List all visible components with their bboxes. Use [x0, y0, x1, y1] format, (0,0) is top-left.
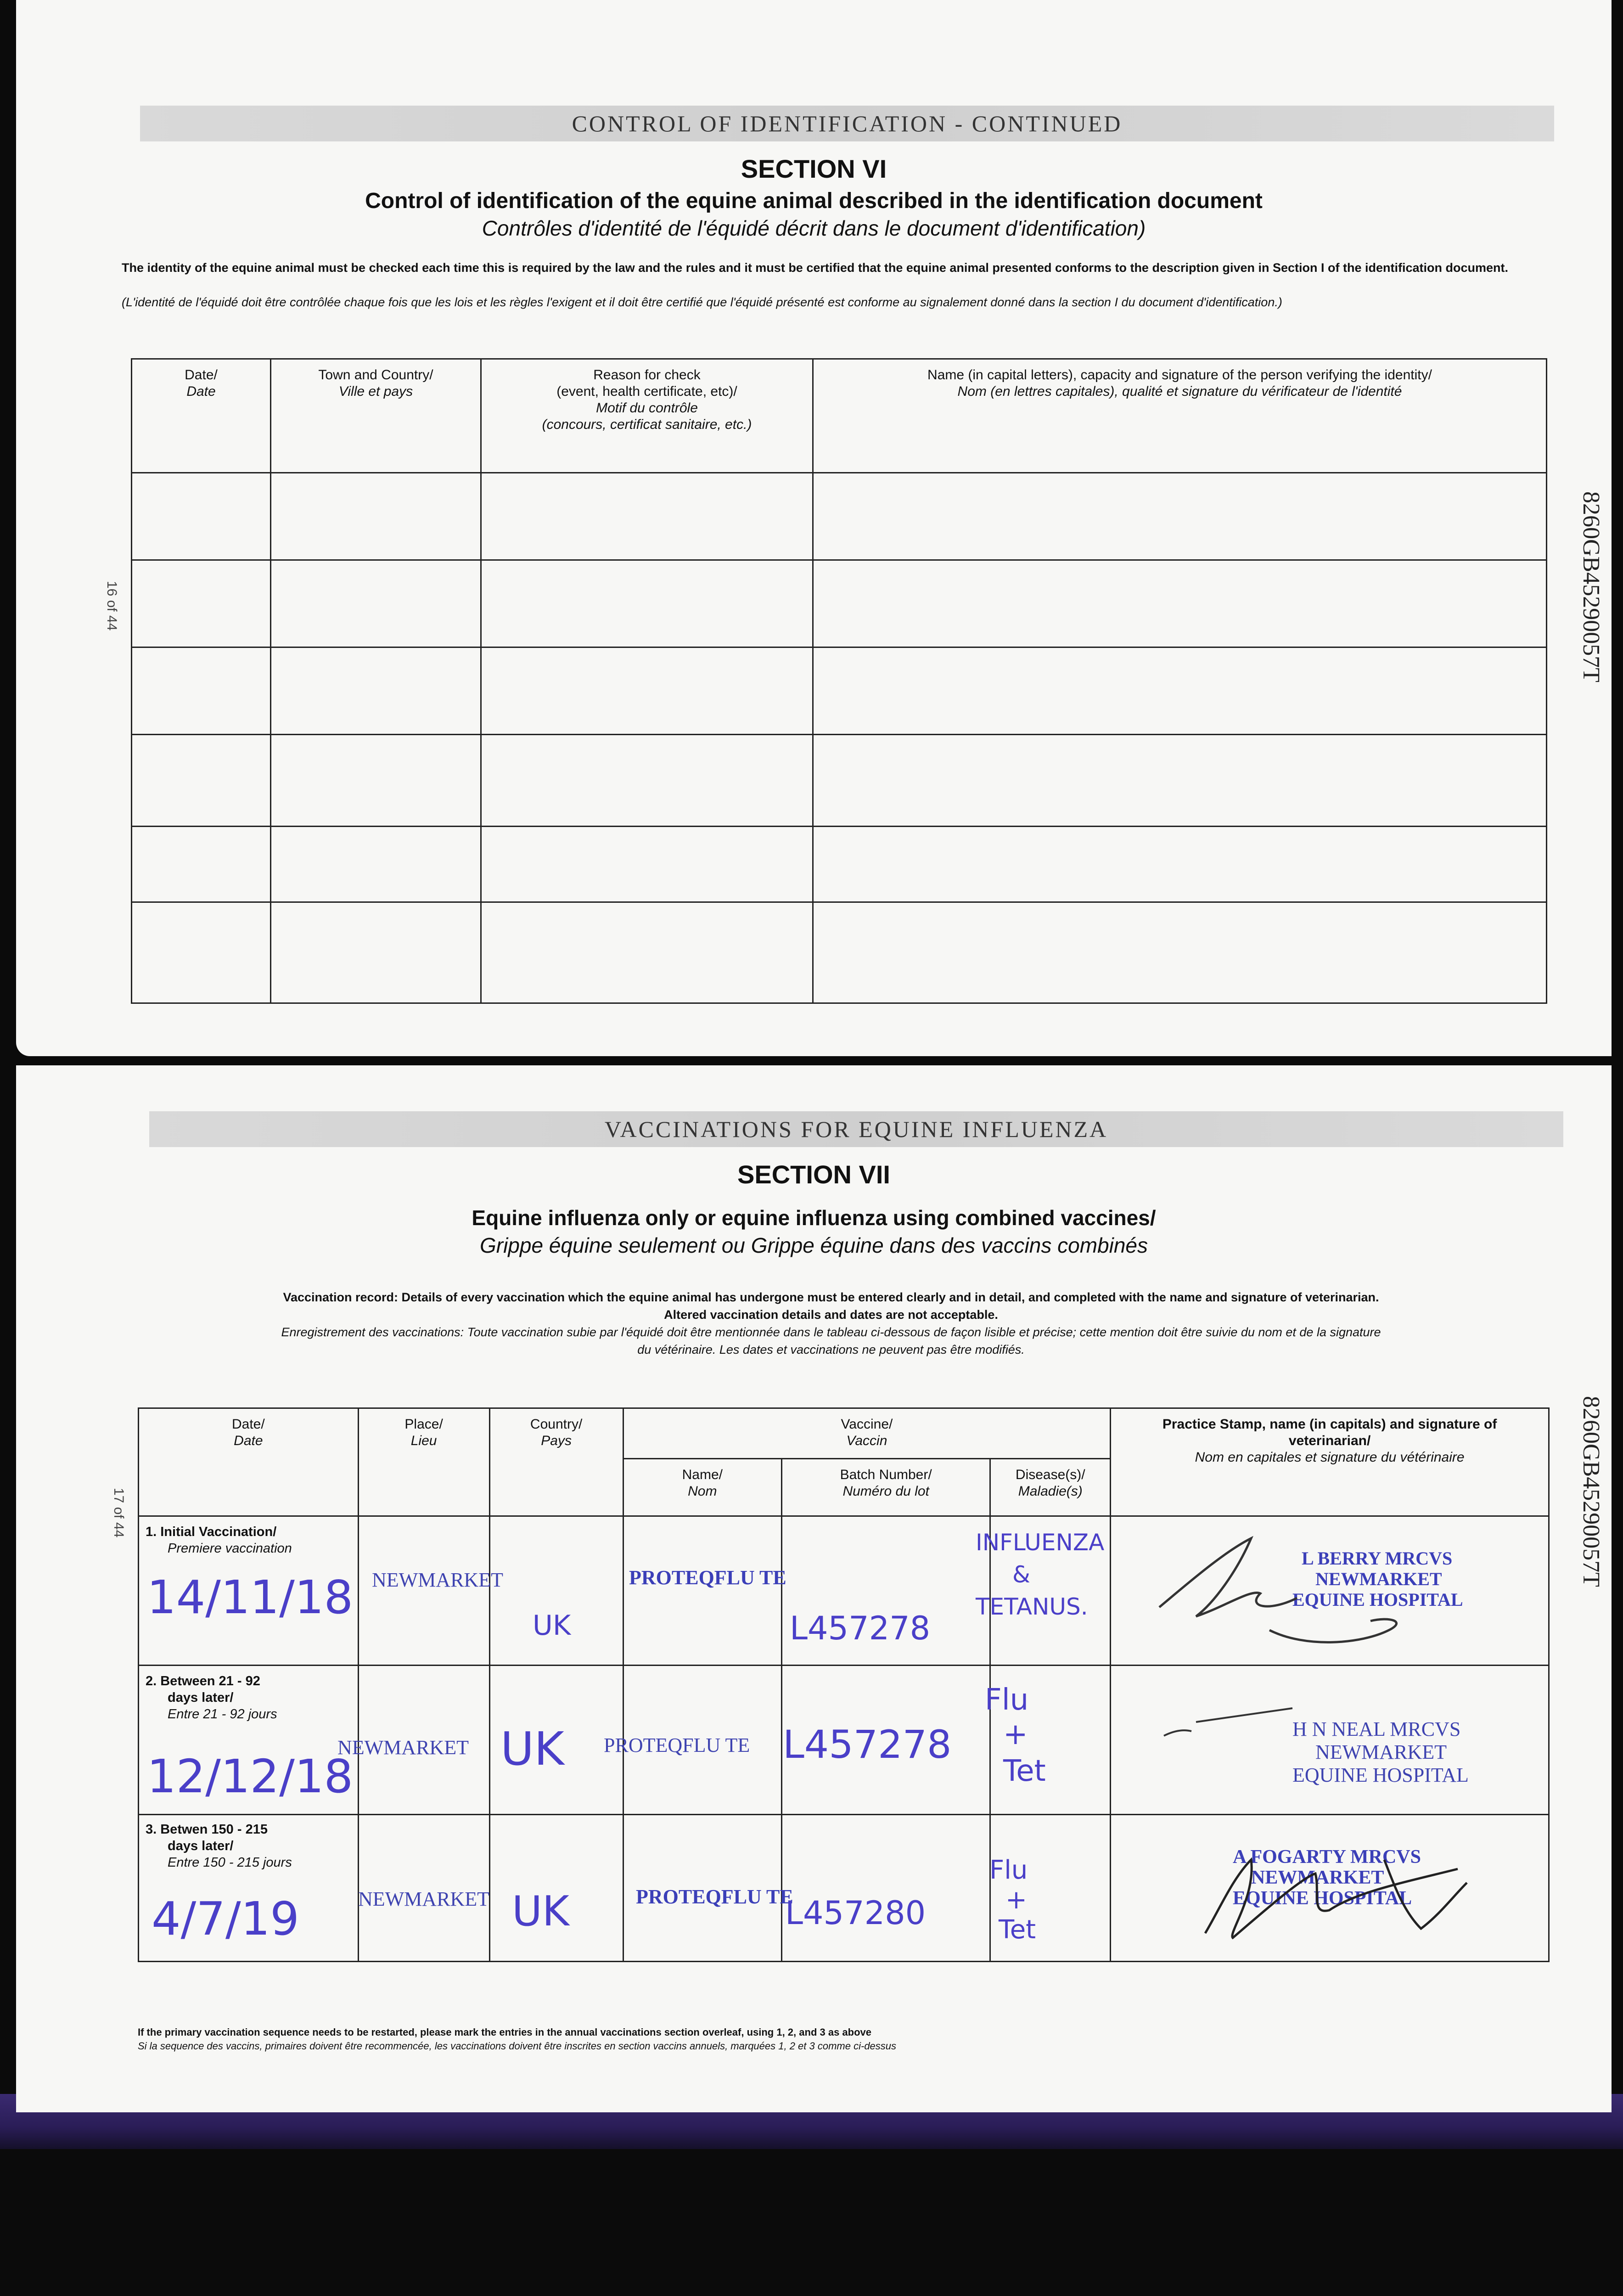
table-row — [132, 560, 1547, 647]
row-3-stamp-1: A FOGARTY MRCVS — [1233, 1846, 1421, 1868]
table-row — [132, 735, 1547, 827]
row-3-country: UK — [512, 1887, 569, 1936]
page-number: 16 of 44 — [104, 581, 119, 631]
heading-en: Equine influenza only or equine influenza using combined vaccines/ — [472, 1206, 1156, 1230]
row-1-country: UK — [533, 1609, 571, 1642]
record-fr-2: du vétérinaire. Les dates et vaccinations ne peuvent pas être modifiés. — [637, 1343, 1025, 1356]
row-2-label: 2. Between 21 - 92 — [146, 1674, 260, 1688]
row-3-stamp-3: EQUINE HOSPITAL — [1233, 1888, 1412, 1909]
row-1-stamp-2: NEWMARKET — [1315, 1569, 1442, 1589]
section-banner: CONTROL OF IDENTIFICATION - CONTINUED — [140, 106, 1554, 141]
row-2-label-fr: Entre 21 - 92 jours — [168, 1707, 277, 1722]
row-2-place: NEWMARKET — [337, 1736, 469, 1759]
record-en-2: Altered vaccination details and dates are not acceptable. — [664, 1308, 998, 1322]
row-3-label: 3. Betwen 150 - 215 — [146, 1822, 268, 1837]
row-2-stamp-1: H N NEAL MRCVS — [1292, 1718, 1461, 1740]
row-1-stamp-1: L BERRY MRCVS — [1302, 1548, 1453, 1569]
row-1-vaccine: PROTEQFLU TE — [629, 1566, 786, 1589]
top-page — [16, 0, 1612, 1056]
row-1-label: 1. Initial Vaccination/ — [146, 1525, 277, 1539]
row-1-disease-2: & — [1012, 1561, 1030, 1588]
row-1-label-fr: Premiere vaccination — [168, 1541, 292, 1556]
row-1-disease-1: INFLUENZA — [976, 1529, 1105, 1556]
table-row — [132, 473, 1547, 560]
row-2-country: UK — [500, 1722, 564, 1776]
header-vaccine-name: Name/ Nom — [623, 1459, 781, 1516]
row-2-disease-2: + — [1003, 1717, 1028, 1751]
row-3-place: NEWMARKET — [358, 1888, 489, 1910]
row-1-disease-3: TETANUS. — [976, 1593, 1088, 1620]
row-2-stamp-3: EQUINE HOSPITAL — [1292, 1764, 1469, 1786]
row-1-batch: L457278 — [790, 1609, 931, 1647]
identity-check-table — [131, 358, 1547, 1004]
row-3-date: 4/7/19 — [152, 1892, 299, 1946]
section-title: SECTION VII — [737, 1160, 890, 1189]
footnote-en: If the primary vaccination sequence needs to be restarted, please mark the entries in the annual vaccinations section overleaf, using 1, 2, and 3 as above — [138, 2026, 872, 2038]
header-country: Country/ Pays — [489, 1408, 623, 1516]
bottom-page — [16, 1065, 1612, 2112]
row-3-label-2: days later/ — [168, 1839, 234, 1853]
heading-fr: Grippe équine seulement ou Grippe équine dans des vaccins combinés — [480, 1233, 1148, 1257]
page-number: 17 of 44 — [111, 1488, 126, 1538]
header-batch: Batch Number/ Numéro du lot — [781, 1459, 990, 1516]
row-2-disease-3: Tet — [1003, 1754, 1046, 1788]
header-town: Town and Country/ Ville et pays — [271, 359, 481, 473]
section-banner: VACCINATIONS FOR EQUINE INFLUENZA — [149, 1111, 1563, 1147]
table-row — [132, 902, 1547, 1003]
section-title: SECTION VI — [741, 154, 887, 183]
side-id-number: 8260GB45290057T — [1578, 491, 1604, 682]
row-2-date: 12/12/18 — [147, 1750, 354, 1803]
row-1-place: NEWMARKET — [372, 1569, 503, 1591]
row-3-label-fr: Entre 150 - 215 jours — [168, 1855, 292, 1870]
row-3-disease-3: Tet — [999, 1915, 1036, 1945]
header-date: Date/ Date — [139, 1408, 359, 1516]
header-name: Name (in capital letters), capacity and signature of the person verifying the identity/ Nom (en lettres capitales), qualité et signature du vérificateur de l'identité — [813, 359, 1547, 473]
row-2-disease-1: Flu — [985, 1683, 1029, 1717]
side-id-number: 8260GB45290057T — [1578, 1396, 1604, 1587]
row-2-stamp-2: NEWMARKET — [1315, 1741, 1447, 1763]
footnote-fr: Si la sequence des vaccins, primaires doivent être recommencée, les vaccinations doivent être inscrites en section vaccins annuels, marquées 1, 2 et 3 comme ci-dessus — [138, 2040, 897, 2052]
row-3-disease-1: Flu — [989, 1855, 1028, 1885]
table-row — [132, 827, 1547, 902]
row-1-stamp-3: EQUINE HOSPITAL — [1292, 1589, 1463, 1610]
table-row — [132, 647, 1547, 735]
signature-2 — [1155, 1704, 1302, 1759]
signature-3 — [1164, 1841, 1513, 1952]
heading-fr: Contrôles d'identité de l'équidé décrit dans le document d'identification) — [482, 216, 1146, 240]
row-3-stamp-2: NEWMARKET — [1251, 1867, 1384, 1888]
heading-en: Control of identification of the equine animal described in the identification document — [365, 189, 1263, 213]
header-vaccine: Vaccine/ Vaccin — [623, 1408, 1111, 1459]
record-en: Vaccination record: Details of every vaccination which the equine animal has undergone must be entered clearly and in detail, and completed with the name and signature of veterinarian. — [283, 1290, 1379, 1304]
signature-1 — [1132, 1529, 1453, 1658]
row-3-batch: L457280 — [785, 1894, 926, 1932]
row-1-date: 14/11/18 — [147, 1570, 354, 1624]
record-fr: Enregistrement des vaccinations: Toute vaccination subie par l'équidé doit être mentionnée dans le tableau ci-dessous de façon lisible et précise; cette mention doit être suivie du nom et de la signature — [281, 1325, 1381, 1339]
row-2-label-2: days later/ — [168, 1690, 234, 1705]
header-date: Date/ Date — [132, 359, 271, 473]
row-2-batch: L457278 — [783, 1722, 952, 1767]
intro-en: The identity of the equine animal must be checked each time this is required by the law and the rules and it must be certified that the equine animal presented conforms to the description given in Section I of the identification document. — [122, 261, 1509, 275]
row-3-vaccine: PROTEQFLU TE — [636, 1885, 793, 1908]
row-2-vaccine: PROTEQFLU TE — [604, 1734, 750, 1756]
header-disease: Disease(s)/ Maladie(s) — [990, 1459, 1111, 1516]
intro-fr: (L'identité de l'équidé doit être contrôlée chaque fois que les lois et les règles l'exigent et il doit être certifié que l'équidé présenté est conforme au signalement donné dans la section I du document d'identification.) — [122, 295, 1282, 309]
header-place: Place/ Lieu — [358, 1408, 489, 1516]
row-3-disease-2: + — [1005, 1885, 1027, 1915]
header-stamp: Practice Stamp, name (in capitals) and signature of veterinarian/ Nom en capitales et signature du vétérinaire — [1111, 1408, 1549, 1516]
header-reason: Reason for check (event, health certificate, etc)/ Motif du contrôle (concours, certificat sanitaire, etc.) — [481, 359, 813, 473]
